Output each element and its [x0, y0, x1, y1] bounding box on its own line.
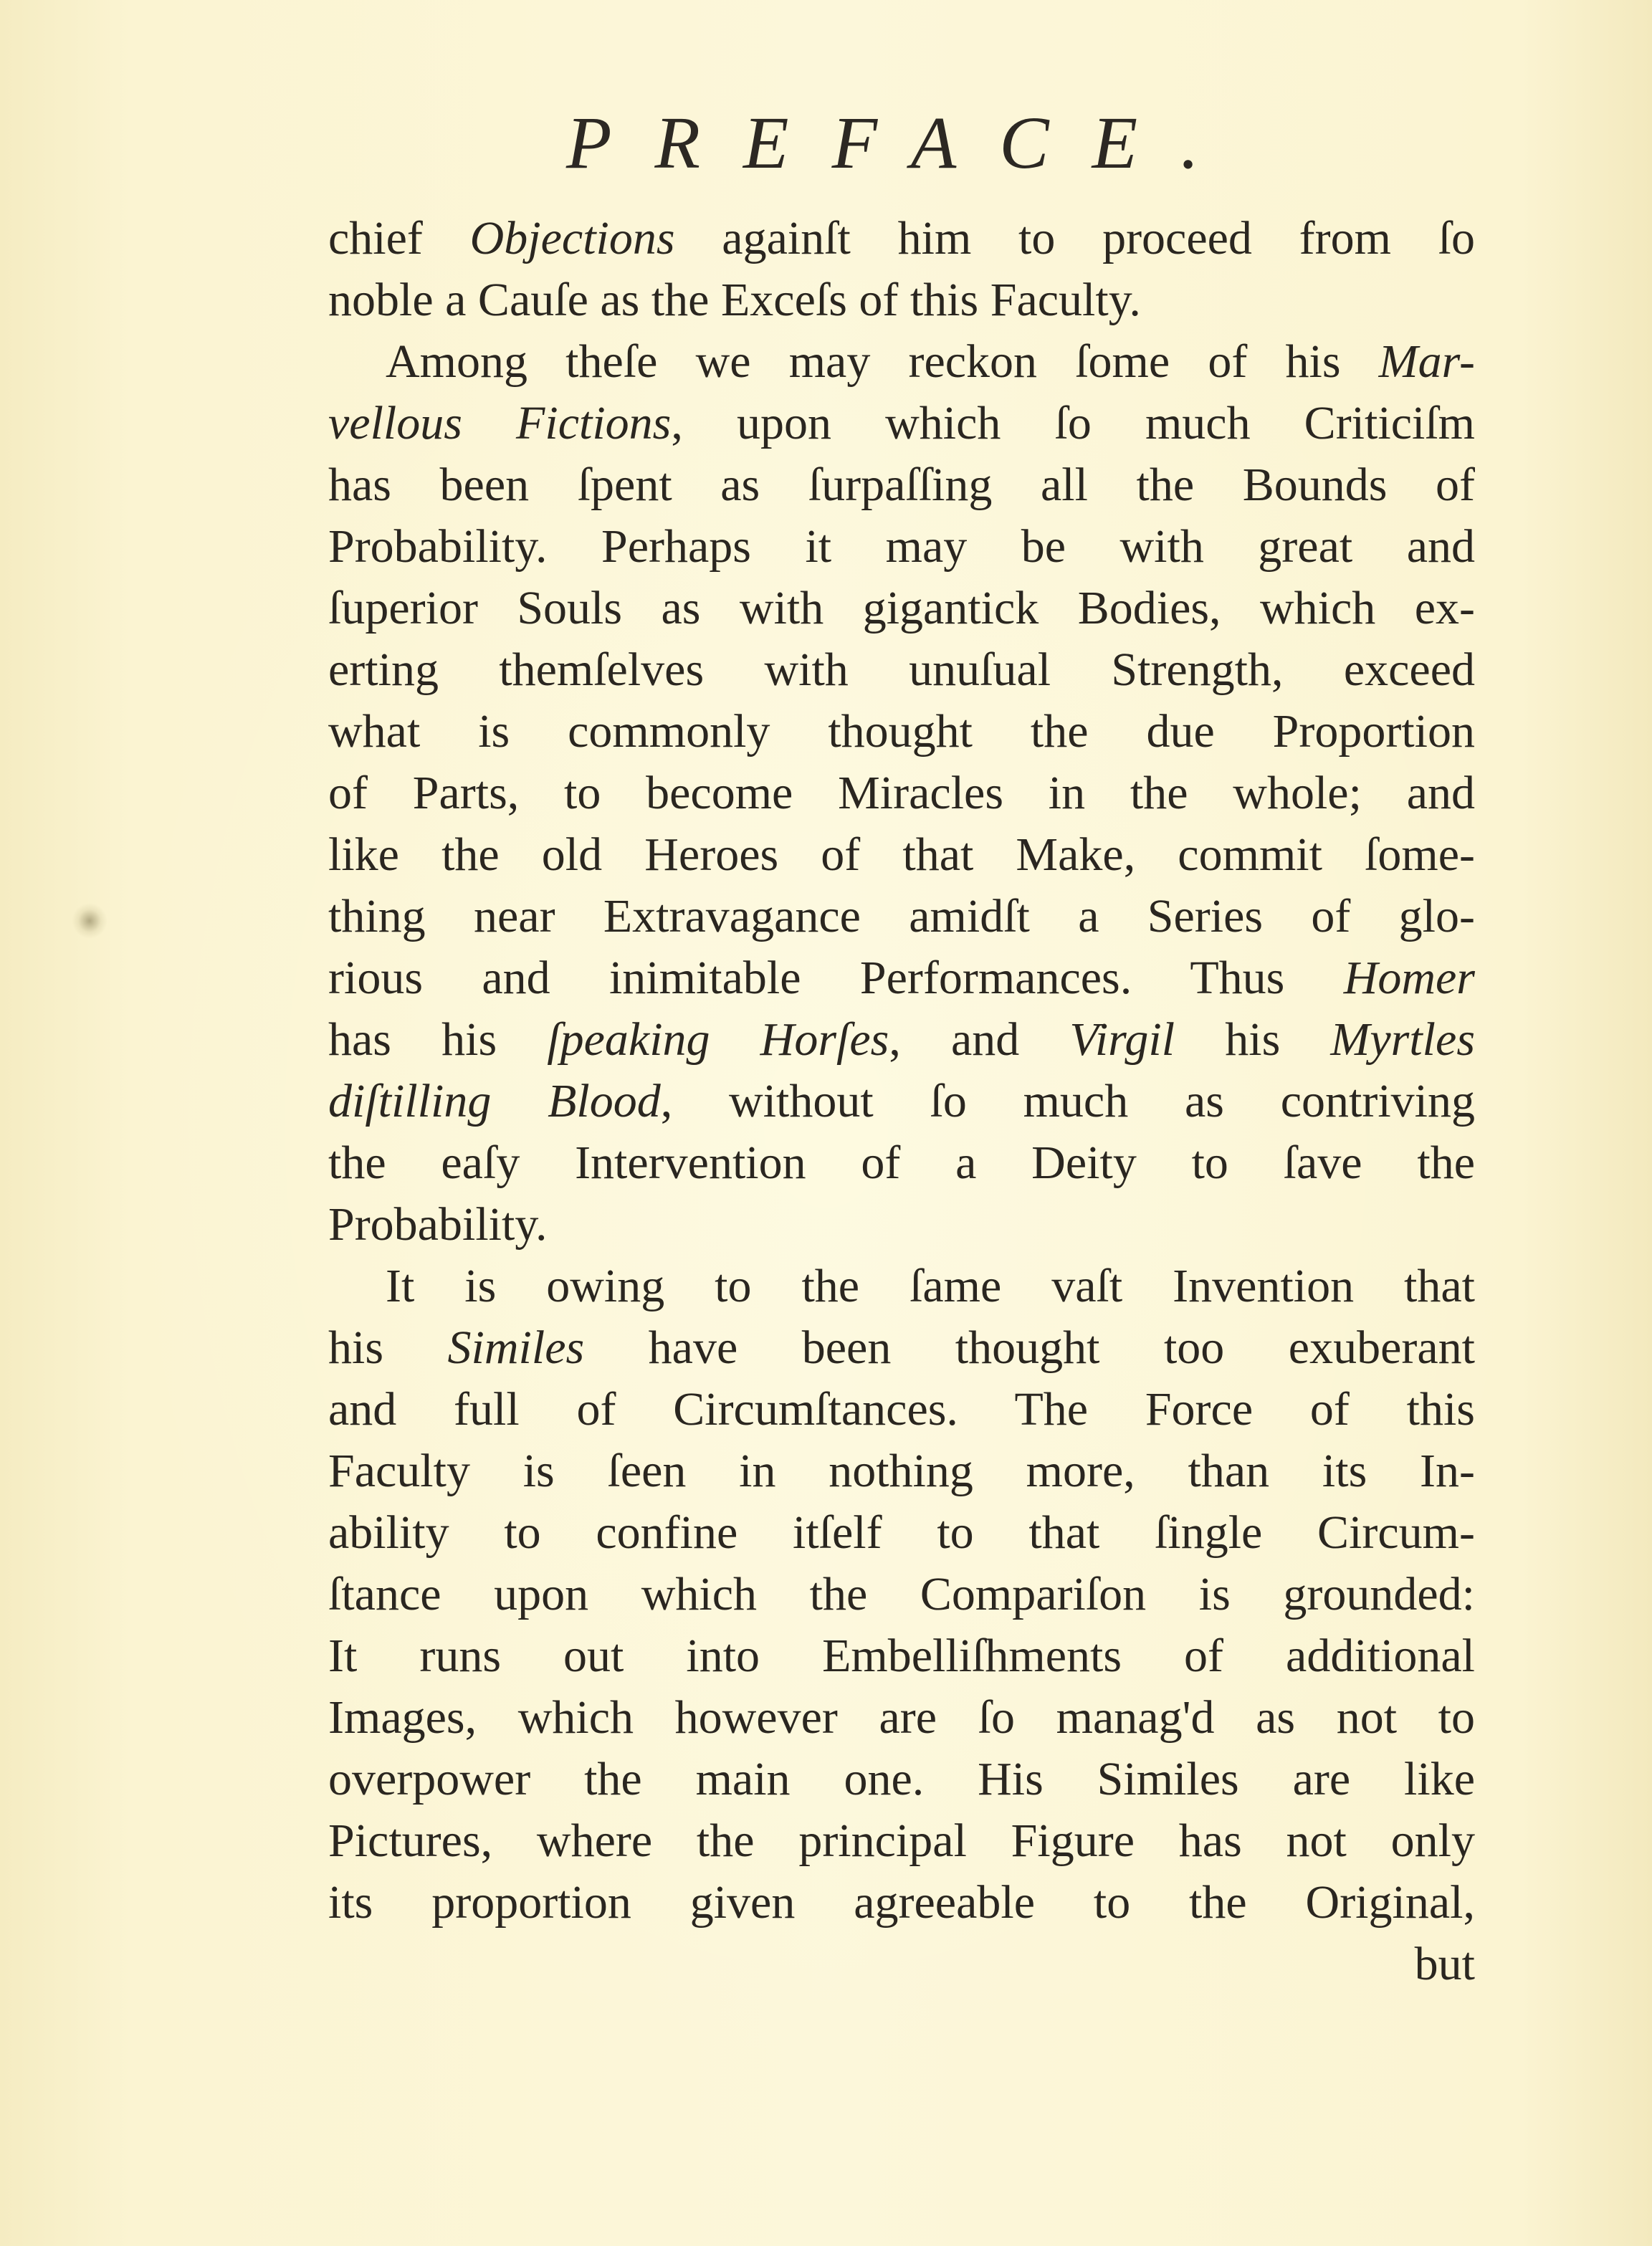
text-segment: its proportion given agreeable to the Original,	[328, 1876, 1475, 1929]
text-line	[328, 1440, 1475, 1502]
text-line	[328, 1194, 1475, 1256]
text-segment: has been ſpent as ſurpaſſing all the Bounds of	[328, 459, 1475, 511]
text-segment: noble a Cauſe as the Exceſs of this Faculty.	[328, 274, 1141, 326]
text-line	[328, 1502, 1475, 1564]
text-segment: Among theſe we may reckon ſome of his	[386, 335, 1379, 388]
text-segment: of Parts, to become Miracles in the whole; and	[328, 767, 1475, 819]
ink-stain	[72, 903, 108, 939]
text-line	[328, 1625, 1475, 1687]
italic-text: Mar-	[1378, 335, 1475, 388]
italic-text: Objections	[469, 212, 675, 264]
text-line	[328, 269, 1475, 331]
italic-text: diſtilling Blood	[328, 1075, 661, 1127]
text-segment: and full of Circumſtances. The Force of this	[328, 1383, 1475, 1435]
text-line	[328, 1749, 1475, 1810]
text-line	[328, 701, 1475, 763]
text-line	[328, 1071, 1475, 1132]
text-line	[328, 824, 1475, 886]
text-segment: thing near Extravagance amidſt a Series of glo-	[328, 890, 1475, 942]
text-line	[328, 1564, 1475, 1625]
text-line	[328, 1379, 1475, 1440]
text-segment: the eaſy Intervention of a Deity to ſave the	[328, 1137, 1475, 1189]
text-segment: like the old Heroes of that Make, commit ſome-	[328, 828, 1475, 881]
text-segment: what is commonly thought the due Proportion	[328, 705, 1475, 758]
text-segment: Pictures, where the principal Figure has not only	[328, 1815, 1475, 1867]
italic-text: Homer	[1343, 952, 1475, 1004]
text-line	[328, 1009, 1475, 1071]
text-segment: erting themſelves with unuſual Strength, exceed	[328, 644, 1475, 696]
text-line	[328, 1132, 1475, 1194]
text-segment: , and	[889, 1013, 1070, 1066]
text-line	[328, 578, 1475, 639]
text-segment: but	[1414, 1938, 1475, 1990]
text-segment: have been thought too exuberant	[584, 1322, 1475, 1374]
text-line	[328, 331, 1475, 393]
italic-text: Myrtles	[1330, 1013, 1475, 1066]
text-line	[328, 1256, 1475, 1317]
italic-text: Similes	[447, 1322, 585, 1374]
text-line	[328, 516, 1475, 578]
text-segment: ability to confine itſelf to that ſingle Circum-	[328, 1506, 1475, 1559]
text-line	[328, 639, 1475, 701]
text-segment: Probability.	[328, 1198, 548, 1251]
catchword	[328, 1934, 1475, 1995]
text-segment: ſtance upon which the Compariſon is grounded:	[328, 1568, 1475, 1620]
text-segment: Faculty is ſeen in nothing more, than its In-	[328, 1445, 1475, 1497]
text-line	[328, 947, 1475, 1009]
page-heading: PREFACE.	[566, 102, 1243, 184]
text-line	[328, 208, 1475, 269]
italic-text: ſpeaking Horſes	[547, 1013, 889, 1066]
body-text	[328, 208, 1475, 1995]
text-line	[328, 393, 1475, 454]
text-segment: , without ſo much as contriving	[660, 1075, 1475, 1127]
text-segment: his	[1175, 1013, 1331, 1066]
text-line	[328, 1872, 1475, 1934]
text-line	[328, 1687, 1475, 1749]
text-line	[328, 1810, 1475, 1872]
text-segment: overpower the main one. His Similes are like	[328, 1753, 1475, 1805]
text-line	[328, 454, 1475, 516]
text-segment: chief	[328, 212, 470, 264]
text-segment: , upon which ſo much Criticiſm	[671, 397, 1475, 449]
text-segment: Probability. Perhaps it may be with great and	[328, 520, 1475, 573]
text-line	[328, 763, 1475, 824]
text-segment: Images, which however are ſo manag'd as not to	[328, 1691, 1475, 1744]
italic-text: Virgil	[1069, 1013, 1175, 1066]
text-segment: has his	[328, 1013, 548, 1066]
text-line	[328, 886, 1475, 947]
text-segment: rious and inimitable Performances. Thus	[328, 952, 1344, 1004]
text-segment: ſuperior Souls as with gigantick Bodies, which ex-	[328, 582, 1475, 634]
text-segment: his	[328, 1322, 448, 1374]
text-segment: It is owing to the ſame vaſt Invention that	[386, 1260, 1475, 1312]
text-line	[328, 1317, 1475, 1379]
italic-text: vellous Fictions	[328, 397, 672, 449]
text-segment: It runs out into Embelliſhments of additional	[328, 1630, 1475, 1682]
text-segment: againſt him to proceed from ſo	[674, 212, 1475, 264]
